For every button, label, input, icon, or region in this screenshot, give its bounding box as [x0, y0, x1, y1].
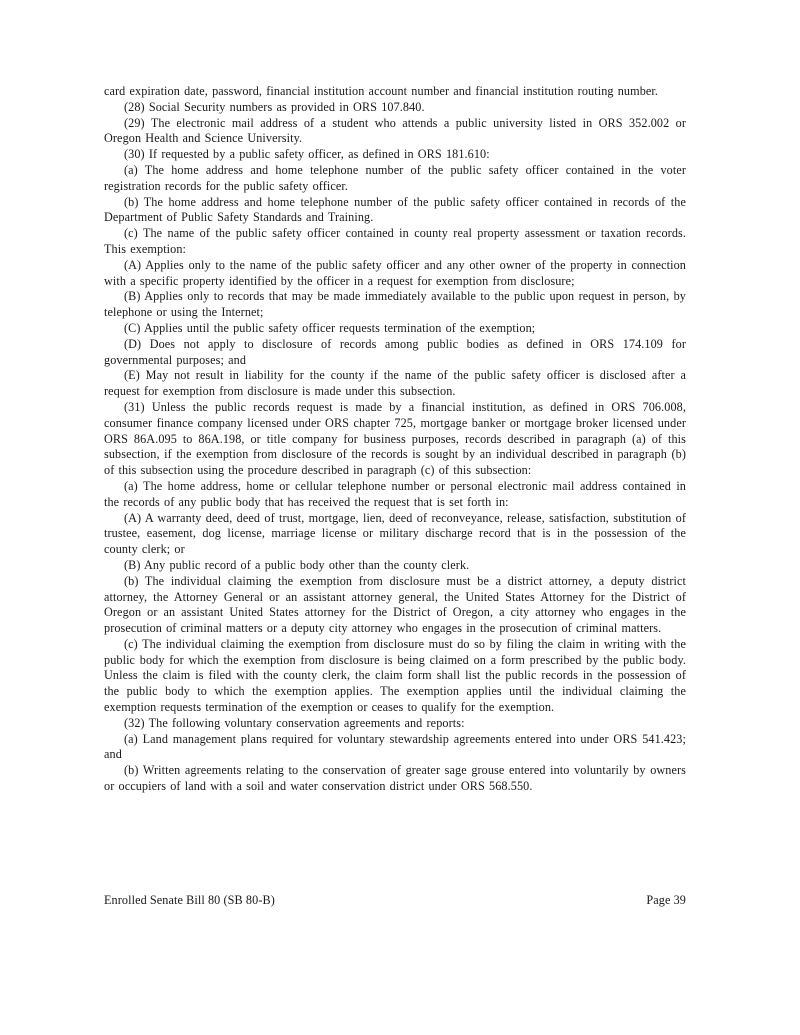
- bill-paragraph: (c) The individual claiming the exemption from disclosure must do so by filing the claim in writing with the public body for which the exemption from disclosure is being claimed on a form prescribed by the public body. Unless the claim is filed with the county clerk, the claim form shall list the public records in the possession of the public body to which the exemption applies. The exemption applies until the individual claiming the exemption requests termination of the exemption or ceases to qualify for the exemption.: [104, 636, 686, 715]
- bill-paragraph: (C) Applies until the public safety officer requests termination of the exemption;: [124, 320, 536, 335]
- bill-paragraph: (b) Written agreements relating to the conservation of greater sage grouse entered into voluntarily by owners or occupiers of land with a soil and water conservation district under ORS 568.550.: [104, 763, 686, 794]
- bill-paragraph: (31) Unless the public records request is made by a financial institution, as defined in ORS 706.008, consumer finance company licensed under ORS chapter 725, mortgage banker or mortgage broker licensed under ORS 86A.095 to 86A.198, or title company for business purposes, records described in paragraph (a) of this subsection, if the exemption from disclosure of the records is sought by an individual described in paragraph (b) of this subsection using the procedure described in paragraph (c) of this subsection:: [104, 399, 686, 478]
- bill-paragraph: (28) Social Security numbers as provided in ORS 107.840.: [124, 99, 425, 114]
- bill-paragraph: (E) May not result in liability for the county if the name of the public safety officer is disclosed after a request for exemption from disclosure is made under this subsection.: [104, 368, 686, 399]
- bill-paragraph: (30) If requested by a public safety officer, as defined in ORS 181.610:: [124, 147, 490, 162]
- bill-paragraph: (A) A warranty deed, deed of trust, mortgage, lien, deed of reconveyance, release, satisfaction, substitution of trustee, easement, dog license, marriage license or military discharge record that is in the possession of the county clerk; or: [104, 510, 686, 557]
- bill-paragraph: (29) The electronic mail address of a student who attends a public university listed in ORS 352.002 or Oregon Health and Science University.: [104, 115, 686, 146]
- bill-paragraph: (A) Applies only to the name of the public safety officer and any other owner of the property in connection with a specific property identified by the officer in a request for exemption from disclosure;: [104, 257, 686, 288]
- bill-paragraph: (a) The home address, home or cellular telephone number or personal electronic mail address contained in the records of any public body that has received the request that is set forth in:: [104, 478, 686, 509]
- bill-paragraph: (B) Any public record of a public body other than the county clerk.: [124, 557, 470, 572]
- bill-paragraph: (c) The name of the public safety officer contained in county real property assessment or taxation records. This exemption:: [104, 226, 686, 256]
- bill-paragraph: (D) Does not apply to disclosure of records among public bodies as defined in ORS 174.109 for governmental purposes; and: [104, 336, 686, 367]
- footer-page-number: Page 39: [646, 893, 686, 907]
- bill-paragraph: (a) Land management plans required for voluntary stewardship agreements entered into under ORS 541.423; and: [104, 731, 686, 762]
- bill-paragraph: (32) The following voluntary conservation agreements and reports:: [124, 715, 465, 730]
- footer-bill-title: Enrolled Senate Bill 80 (SB 80-B): [104, 893, 275, 907]
- bill-paragraph: (B) Applies only to records that may be made immediately available to the public upon request in person, by telephone or using the Internet;: [104, 289, 686, 320]
- bill-paragraph: (b) The individual claiming the exemption from disclosure must be a district attorney, a deputy district attorney, the Attorney General or an assistant attorney general, the United States Attorney for the District of Oregon or an assistant United States attorney for the District of Oregon, a city attorney who engages in the prosecution of criminal matters or a deputy city attorney who engages in the prosecution of criminal matters.: [104, 573, 686, 636]
- bill-paragraph: (a) The home address and home telephone number of the public safety officer contained in the voter registration records for the public safety officer.: [104, 162, 686, 193]
- page-footer: [104, 893, 686, 908]
- bill-paragraph: (b) The home address and home telephone number of the public safety officer contained in records of the Department of Public Safety Standards and Training.: [104, 194, 686, 225]
- bill-text-body: [104, 84, 686, 795]
- bill-paragraph: card expiration date, password, financial institution account number and financial institution routing number.: [104, 84, 659, 98]
